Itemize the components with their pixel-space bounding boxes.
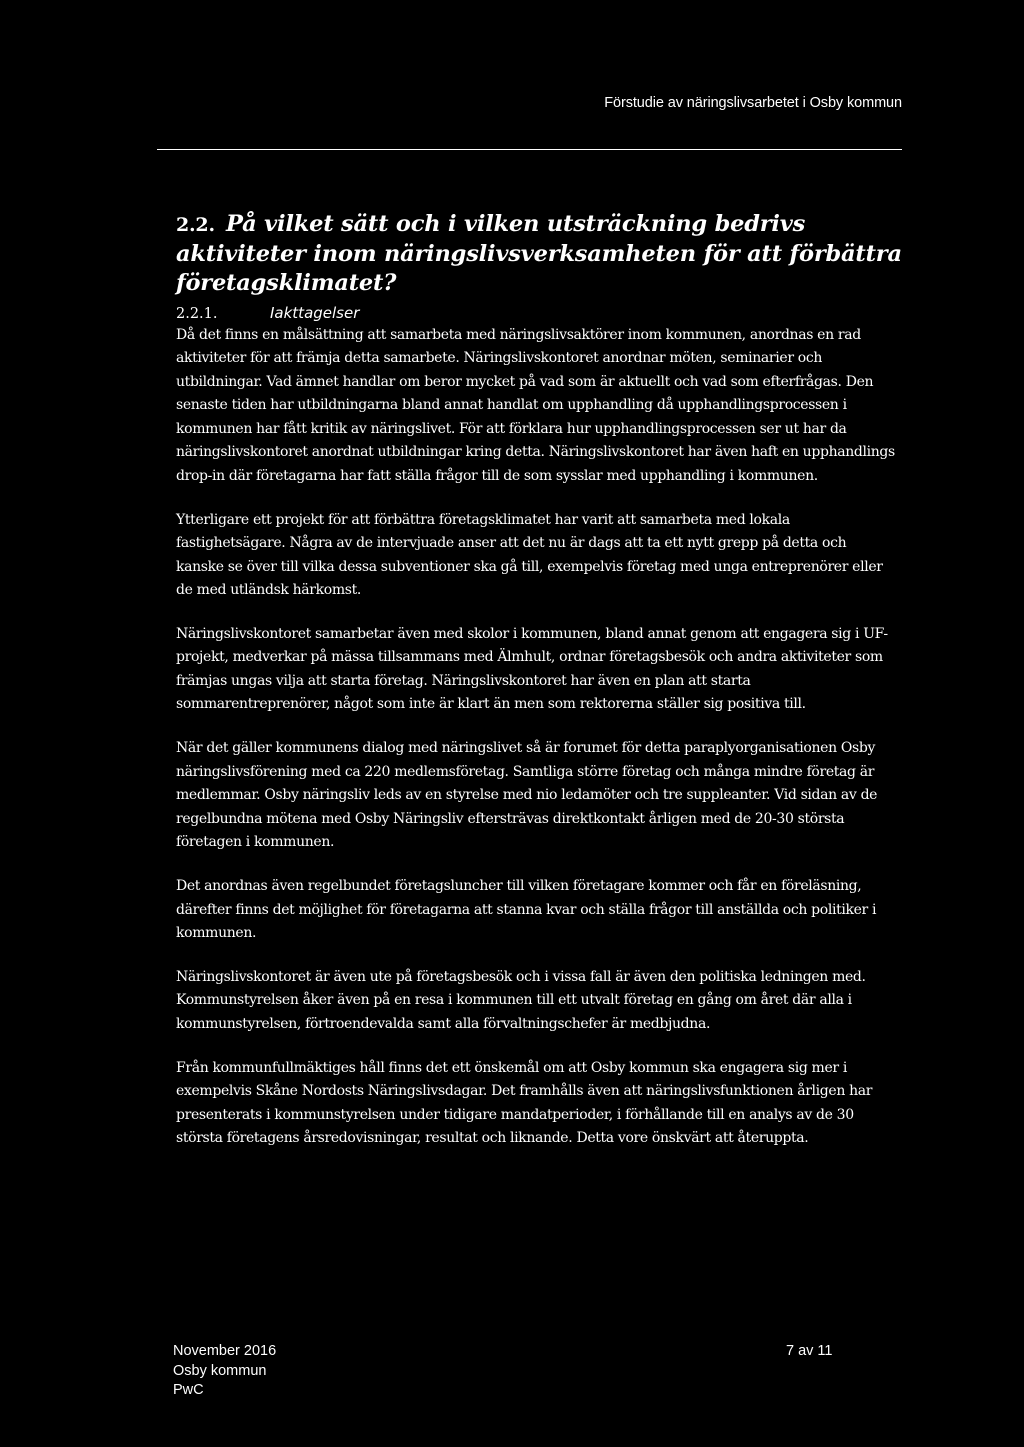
paragraph: Från kommunfullmäktiges håll finns det ett önskemål om att Osby kommun ska engagera sig mer i exempelvis Skåne Nordosts Näringslivsdagar. Det framhålls även att näringslivsfunktionen årligen har presenterats i kommunstyrelsen under tidigare mandatperioder, i förhållande till en analys av de 30 största företagens årsredovisningar, resultat och liknande. Detta vore önskvärt att återuppta.	[176, 1059, 873, 1147]
body-text	[176, 324, 898, 1171]
subsection-number: 2.2.1.	[176, 306, 218, 322]
paragraph: Det anordnas även regelbundet företagsluncher till vilken företagare kommer och får en föreläsning, därefter finns det möjlighet för företagarna att stanna kvar och ställa frågor till anställda och politiker i kommunen.	[176, 878, 877, 941]
section-title: På vilket sätt och i vilken utsträckning bedrivs aktiviteter inom näringslivsverksamheten för att förbättra företagsklimatet?	[176, 211, 902, 296]
running-header: Förstudie av näringslivsarbetet i Osby kommun	[604, 95, 902, 111]
footer-info	[173, 1342, 276, 1401]
paragraph: När det gäller kommunens dialog med näringslivet så är forumet för detta paraplyorganisationen Osby näringslivsförening med ca 220 medlemsföretag. Samtliga större företag och många mindre företag är medlemmar. Osby näringsliv leds av en styrelse med nio ledamöter och tre suppleanter. Vid sidan av de regelbundna mötena med Osby Näringsliv eftersträvas direktkontakt årligen med de 20-30 största företagen i kommunen.	[176, 740, 878, 851]
subsection-title: Iakttagelser	[270, 304, 360, 322]
page-number: 7 av 11	[786, 1343, 833, 1359]
paragraph: Ytterligare ett projekt för att förbättra företagsklimatet har varit att samarbeta med lokala fastighetsägare. Några av de intervjuade anser att det nu är dags att ta ett nytt grepp på detta och kanske se över till vilka dessa subventioner ska gå till, exempelvis företag med unga entreprenörer eller de med utländsk härkomst.	[176, 511, 883, 599]
footer-date: November 2016	[173, 1343, 277, 1359]
section-number: 2.2.	[176, 214, 215, 236]
paragraph: Näringslivskontoret är även ute på företagsbesök och i vissa fall är även den politiska ledningen med. Kommunstyrelsen åker även på en resa i kommunen till ett utvalt företag en gång om året där alla i kommunstyrelsen, förtroendevalda samt alla förvaltningschefer är medbjudna.	[176, 968, 866, 1032]
paragraph: Då det finns en målsättning att samarbeta med näringslivsaktörer inom kommunen, anordnas en rad aktiviteter för att främja detta samarbete. Näringslivskontoret anordnar möten, seminarier och utbildningar. Vad ämnet handlar om beror mycket på vad som är aktuellt och vad som efterfrågas. Den senaste tiden har utbildningarna bland annat handlat om upphandling då upphandlingsprocessen i kommunen har fått kritik av näringslivet. För att förklara hur upphandlingsprocessen ser ut har da näringslivskontoret anordnat utbildningar kring detta. Näringslivskontoret har även haft en upphandlings drop-in där företagarna har fatt ställa frågor till de som sysslar med upphandling i kommunen.	[176, 327, 895, 484]
footer-author: PwC	[173, 1382, 204, 1398]
subsection-heading	[176, 302, 906, 325]
section-heading	[176, 210, 906, 298]
footer-organization: Osby kommun	[173, 1362, 267, 1379]
header-divider	[157, 149, 902, 150]
paragraph: Näringslivskontoret samarbetar även med skolor i kommunen, bland annat genom att engagera sig i UF-projekt, medverkar på mässa tillsammans med Älmhult, ordnar företagsbesök och andra aktiviteter som främjas ungas vilja att starta företag. Näringslivskontoret har även en plan att starta sommarentreprenörer, något som inte är klart än men som rektorerna ställer sig positiva till.	[176, 625, 888, 713]
